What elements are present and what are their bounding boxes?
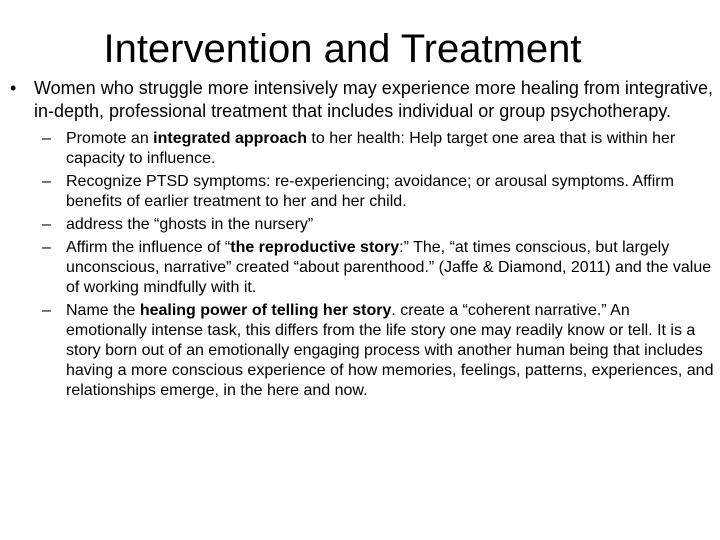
sub-bullet-emphasis: integrated approach bbox=[153, 130, 307, 147]
sub-bullet-integrated-approach bbox=[10, 129, 715, 169]
sub-bullet-text: . create a “coherent narrative.” An emotionally intense task, this differs from the life story one may readily know or tell. It is a story born out of an emotionally engaging process with another human being that includes having a more conscious experience of how memories, feelings, patterns, experiences, and relationships emerge, in the here and now. bbox=[66, 302, 714, 399]
sub-bullet-text: Recognize PTSD symptoms: re-experiencing; avoidance; or arousal symptoms. Affirm benefits of earlier treatment to her and her child. bbox=[66, 173, 674, 210]
sub-bullet-ptsd bbox=[10, 172, 715, 212]
sub-bullet-emphasis: healing power of telling her story bbox=[139, 302, 392, 319]
bullet-marker: • bbox=[10, 78, 17, 98]
main-bullet bbox=[10, 77, 715, 123]
sub-bullet-text: :” The, “at times conscious, but largely unconscious, narrative” created “about parenthood.” (Jaffe & Diamond, 2011) and the value of working mindfully with it. bbox=[66, 239, 712, 296]
sub-bullet-reproductive-story bbox=[10, 238, 715, 298]
sub-bullet-emphasis: the reproductive story bbox=[230, 239, 400, 256]
sub-bullet-healing-power bbox=[10, 301, 715, 401]
slide-title: Intervention and Treatment bbox=[103, 27, 582, 71]
slide-content bbox=[10, 77, 715, 404]
sub-bullet-list bbox=[10, 129, 715, 401]
sub-bullet-marker: – bbox=[42, 216, 51, 233]
sub-bullet-marker: – bbox=[42, 130, 51, 147]
sub-bullet-marker: – bbox=[42, 302, 51, 319]
main-bullet-text: Women who struggle more intensively may experience more healing from integrative, in-depth, professional treatment that includes individual or group psychotherapy. bbox=[34, 78, 713, 121]
sub-bullet-marker: – bbox=[42, 173, 51, 190]
sub-bullet-text: Promote an bbox=[66, 130, 154, 147]
sub-bullet-text: Name the bbox=[66, 302, 140, 319]
sub-bullet-ghosts bbox=[10, 215, 715, 235]
sub-bullet-marker: – bbox=[42, 239, 51, 256]
sub-bullet-text: to her health: Help target one area that is within her capacity to influence. bbox=[66, 130, 676, 167]
sub-bullet-text: Affirm the influence of “ bbox=[66, 239, 231, 256]
sub-bullet-text: address the “ghosts in the nursery” bbox=[66, 216, 314, 233]
